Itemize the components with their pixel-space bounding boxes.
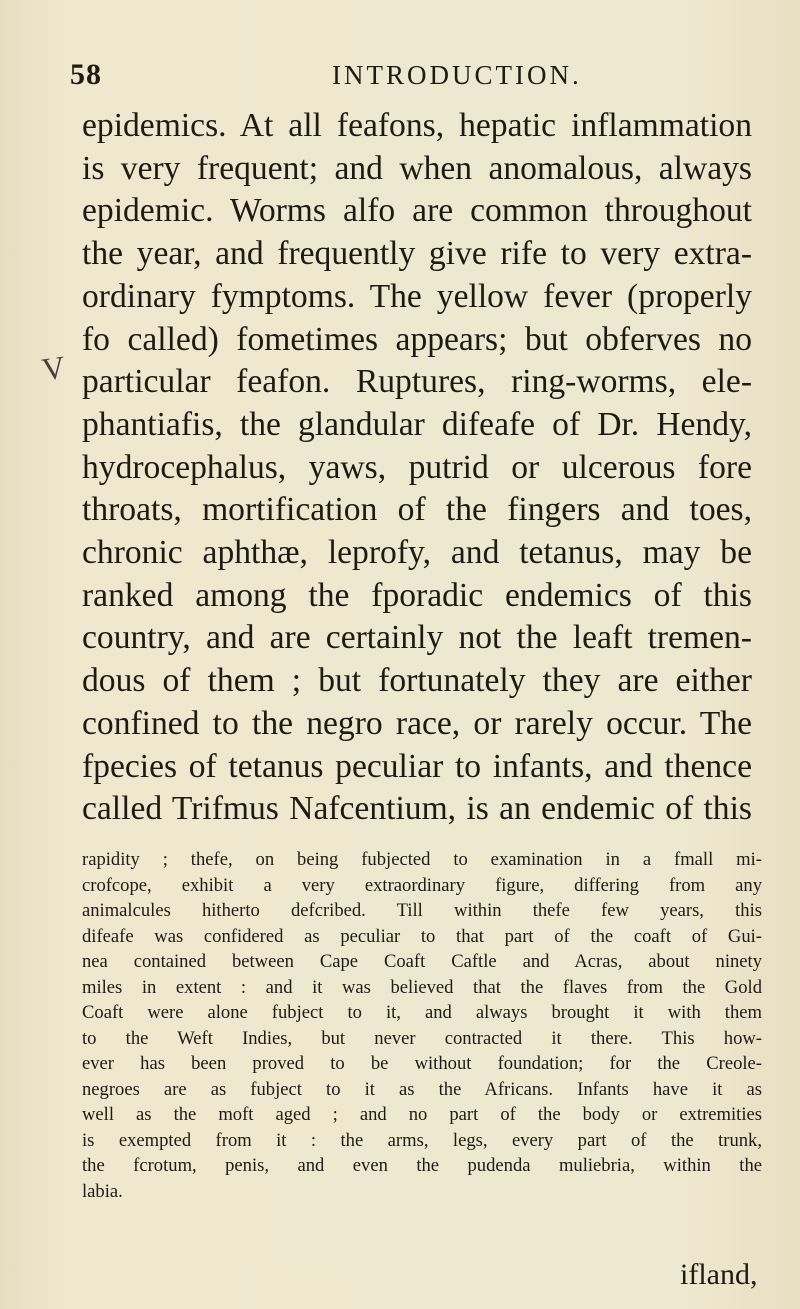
main-text-line: epidemic. Worms alfo are common throughout xyxy=(82,192,752,230)
footnote-block xyxy=(82,847,762,1204)
main-text-block xyxy=(82,105,752,831)
footnote-line: animalcules hitherto defcribed. Till within thefe few years, this xyxy=(82,900,762,921)
main-text-line: ordinary fymptoms. The yellow fever (properly xyxy=(82,277,752,315)
catchword: ifland, xyxy=(680,1258,758,1291)
main-text-line: hydrocephalus, yaws, putrid or ulcerous fore xyxy=(82,448,752,486)
main-text-line: epidemics. At all feafons, hepatic inflammation xyxy=(82,107,752,144)
footnote-line: ever has been proved to be without foundation; for the Creole- xyxy=(82,1053,762,1074)
footnote-line: well as the moft aged ; and no part of the body or extremities xyxy=(82,1104,762,1125)
main-text-line: confined to the negro race, or rarely occur. The xyxy=(82,704,752,742)
footnote-line: to the Weft Indies, but never contracted it there. This how- xyxy=(82,1027,762,1049)
main-text-line: throats, mortification of the fingers and toes, xyxy=(82,491,752,529)
footnote-line: difeafe was confidered as peculiar to that part of the coaft of Gui- xyxy=(82,925,762,947)
footnote-line: nea contained between Cape Coaft Caftle and Acras, about ninety xyxy=(82,951,762,972)
main-text-line: chronic aphthæ, leprofy, and tetanus, may be xyxy=(82,534,752,572)
main-text-line: country, and are certainly not the leaft tremen- xyxy=(82,619,752,657)
footnote-line: miles in extent : and it was believed that the flaves from the Gold xyxy=(82,976,762,998)
main-text-line: phantiafis, the glandular difeafe of Dr. Hendy, xyxy=(82,405,752,443)
main-text-line: particular feafon. Ruptures, ring-worms, ele- xyxy=(82,363,752,401)
main-text-line: fo called) fometimes appears; but obferves no xyxy=(82,320,752,358)
main-text-line: called Trifmus Nafcentium, is an endemic of this xyxy=(82,790,752,828)
page-number: 58 xyxy=(70,58,102,91)
footnote-line: Coaft were alone fubject to it, and always brought it with them xyxy=(82,1002,762,1023)
footnote-line: crofcope, exhibit a very extraordinary figure, differing from any xyxy=(82,874,762,896)
main-text-line: the year, and frequently give rife to very extra- xyxy=(82,235,752,273)
page-header xyxy=(0,58,800,98)
footnote-line: labia. xyxy=(82,1180,123,1202)
footnote-line: negroes are as fubject to it as the Africans. Infants have it as xyxy=(82,1078,762,1100)
footnote-line: the fcrotum, penis, and even the pudenda muliebria, within the xyxy=(82,1155,762,1176)
footnote-line: rapidity ; thefe, on being fubjected to examination in a fmall mi- xyxy=(82,849,762,870)
margin-check-mark: V xyxy=(39,348,68,388)
running-head: INTRODUCTION. xyxy=(332,60,582,90)
main-text-line: dous of them ; but fortunately they are either xyxy=(82,662,752,700)
footnote-line: is exempted from it : the arms, legs, every part of the trunk, xyxy=(82,1129,762,1151)
main-text-line: fpecies of tetanus peculiar to infants, and thence xyxy=(82,747,752,785)
main-text-line: ranked among the fporadic endemics of this xyxy=(82,576,752,614)
main-text-line: is very frequent; and when anomalous, always xyxy=(82,149,752,187)
